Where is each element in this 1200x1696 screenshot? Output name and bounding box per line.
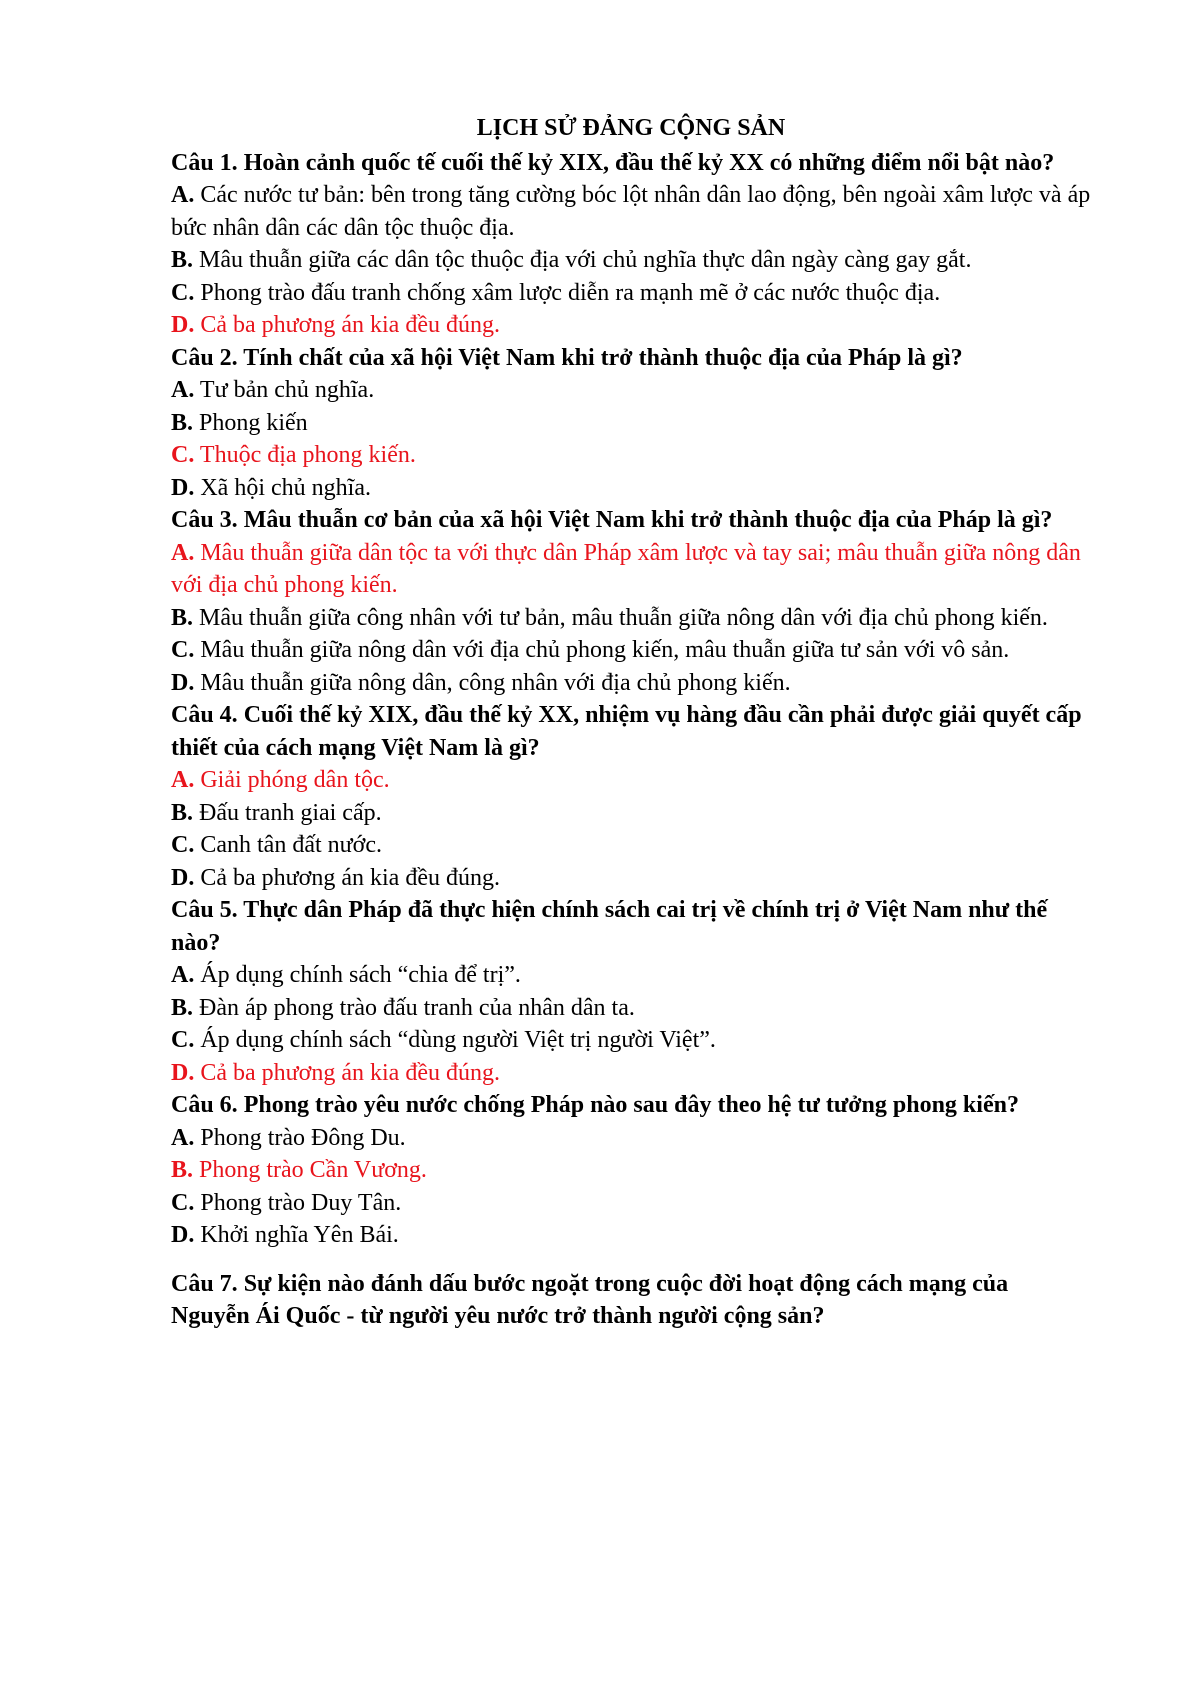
option-text: Đàn áp phong trào đấu tranh của nhân dân ta. xyxy=(193,994,635,1021)
question-text: Hoàn cảnh quốc tế cuối thế kỷ XIX, đầu thế kỷ XX có những điểm nổi bật nào? xyxy=(237,149,1055,176)
option-text: Phong trào Đông Du. xyxy=(194,1124,406,1151)
option-text: Giải phóng dân tộc. xyxy=(194,767,390,793)
option-3a xyxy=(171,537,1091,602)
option-letter: D. xyxy=(171,474,195,501)
option-text: Mâu thuẫn giữa nông dân, công nhân với địa chủ phong kiến. xyxy=(194,669,791,696)
option-text: Cả ba phương án kia đều đúng. xyxy=(194,864,500,891)
option-text: Đấu tranh giai cấp. xyxy=(193,799,382,826)
option-text: Mâu thuẫn giữa dân tộc ta với thực dân Pháp xâm lược và tay sai; mâu thuẫn giữa nông dân với địa chủ phong kiến. xyxy=(171,539,1081,598)
question-2 xyxy=(171,342,1091,375)
option-letter: A. xyxy=(171,767,195,793)
paragraph-spacer xyxy=(171,1252,1091,1268)
question-text: Mâu thuẫn cơ bản của xã hội Việt Nam khi trở thành thuộc địa của Pháp là gì? xyxy=(237,507,1053,533)
option-text: Phong kiến xyxy=(193,409,308,436)
option-2d xyxy=(171,472,1091,505)
option-2c xyxy=(171,439,1091,472)
question-6 xyxy=(171,1089,1091,1122)
option-5c xyxy=(171,1024,1091,1057)
option-text: Áp dụng chính sách “chia để trị”. xyxy=(194,962,521,988)
option-text: Canh tân đất nước. xyxy=(194,832,382,858)
option-letter: C. xyxy=(171,1027,195,1053)
option-letter: B. xyxy=(171,409,194,436)
option-letter: D. xyxy=(171,864,195,891)
option-3b xyxy=(171,602,1091,635)
question-text: Sự kiện nào đánh dấu bước ngoặt trong cuộc đời hoạt động cách mạng của Nguyễn Ái Quốc - từ người yêu nước trở thành người cộng sản? xyxy=(171,1270,1009,1329)
option-letter: A. xyxy=(171,1124,195,1151)
option-text: Cả ba phương án kia đều đúng. xyxy=(194,1059,500,1086)
option-text: Phong trào Duy Tân. xyxy=(194,1189,402,1216)
option-4b xyxy=(171,797,1091,830)
option-letter: A. xyxy=(171,962,195,988)
option-letter: D. xyxy=(171,1059,195,1086)
option-letter: B. xyxy=(171,247,194,273)
option-text: Mâu thuẫn giữa nông dân với địa chủ phong kiến, mâu thuẫn giữa tư sản với vô sản. xyxy=(194,637,1010,663)
option-letter: D. xyxy=(171,1222,195,1248)
option-2a xyxy=(171,374,1091,407)
option-text: Mâu thuẫn giữa các dân tộc thuộc địa với chủ nghĩa thực dân ngày càng gay gắt. xyxy=(193,247,972,273)
option-letter: A. xyxy=(171,377,195,403)
option-5b xyxy=(171,992,1091,1025)
question-text: Phong trào yêu nước chống Pháp nào sau đây theo hệ tư tưởng phong kiến? xyxy=(237,1092,1019,1118)
question-text: Thực dân Pháp đã thực hiện chính sách cai trị về chính trị ở Việt Nam như thế nào? xyxy=(171,897,1048,956)
option-6b xyxy=(171,1154,1091,1187)
option-text: Phong trào Cần Vương. xyxy=(193,1157,427,1183)
option-letter: C. xyxy=(171,279,195,306)
option-letter: B. xyxy=(171,799,194,826)
option-3d xyxy=(171,667,1091,700)
option-text: Mâu thuẫn giữa công nhân với tư bản, mâu thuẫn giữa nông dân với địa chủ phong kiến. xyxy=(193,604,1048,631)
option-text: Thuộc địa phong kiến. xyxy=(194,442,416,468)
option-letter: D. xyxy=(171,669,195,696)
document-title: LỊCH SỬ ĐẢNG CỘNG SẢN xyxy=(476,115,786,141)
question-number: Câu 2. xyxy=(171,344,238,371)
question-1 xyxy=(171,147,1091,180)
option-letter: B. xyxy=(171,604,194,631)
option-text: Các nước tư bản: bên trong tăng cường bóc lột nhân dân lao động, bên ngoài xâm lược và áp bức nhân dân các dân tộc thuộc địa. xyxy=(171,182,1091,241)
option-4a xyxy=(171,764,1091,797)
question-number: Câu 1. xyxy=(171,149,238,176)
option-1b xyxy=(171,244,1091,277)
option-letter: C. xyxy=(171,442,195,468)
question-text: Cuối thế kỷ XIX, đầu thế kỷ XX, nhiệm vụ hàng đầu cần phải được giải quyết cấp thiết của cách mạng Việt Nam là gì? xyxy=(171,702,1082,761)
option-letter: A. xyxy=(171,539,195,566)
option-text: Xã hội chủ nghĩa. xyxy=(194,474,371,501)
option-5a xyxy=(171,959,1091,992)
question-text: Tính chất của xã hội Việt Nam khi trở thành thuộc địa của Pháp là gì? xyxy=(237,344,963,371)
question-5 xyxy=(171,894,1091,959)
question-7 xyxy=(171,1268,1091,1333)
option-1c xyxy=(171,277,1091,310)
option-text: Tư bản chủ nghĩa. xyxy=(194,377,375,403)
option-4c xyxy=(171,829,1091,862)
option-6a xyxy=(171,1122,1091,1155)
option-2b xyxy=(171,407,1091,440)
question-number: Câu 3. xyxy=(171,507,238,533)
option-letter: C. xyxy=(171,1189,195,1216)
option-letter: C. xyxy=(171,832,195,858)
option-4d xyxy=(171,862,1091,895)
option-6d xyxy=(171,1219,1091,1252)
option-letter: C. xyxy=(171,637,195,663)
question-number: Câu 7. xyxy=(171,1270,238,1297)
question-number: Câu 6. xyxy=(171,1092,238,1118)
option-5d xyxy=(171,1057,1091,1090)
option-1a xyxy=(171,179,1091,244)
option-letter: B. xyxy=(171,994,194,1021)
question-3 xyxy=(171,504,1091,537)
option-text: Áp dụng chính sách “dùng người Việt trị người Việt”. xyxy=(194,1027,716,1053)
option-letter: D. xyxy=(171,312,195,338)
option-text: Cả ba phương án kia đều đúng. xyxy=(194,312,500,338)
option-1d xyxy=(171,309,1091,342)
question-number: Câu 4. xyxy=(171,702,238,728)
question-number: Câu 5. xyxy=(171,897,238,923)
option-letter: B. xyxy=(171,1157,194,1183)
option-6c xyxy=(171,1187,1091,1220)
option-letter: A. xyxy=(171,182,195,208)
question-4 xyxy=(171,699,1091,764)
option-text: Phong trào đấu tranh chống xâm lược diễn ra mạnh mẽ ở các nước thuộc địa. xyxy=(194,279,941,306)
option-3c xyxy=(171,634,1091,667)
option-text: Khởi nghĩa Yên Bái. xyxy=(194,1222,399,1248)
document-page xyxy=(171,112,1091,1333)
